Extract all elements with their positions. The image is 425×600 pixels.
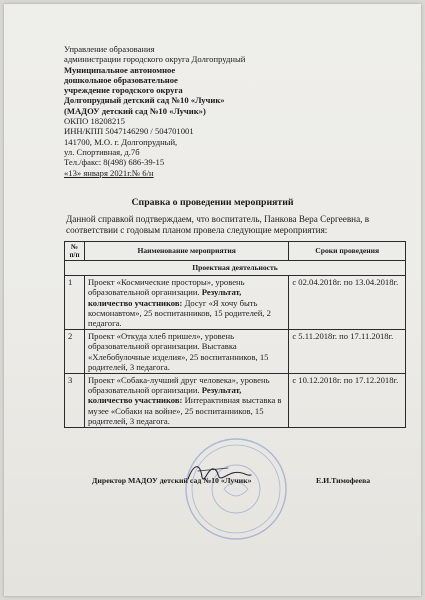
document-title: Справка о проведении мероприятий [131, 197, 294, 208]
table-section-row [65, 261, 406, 276]
intro-paragraph: Данной справкой подтверждаем, что воспитатель, Панкова Вера Сергеевна, в соответствии с годовым планом провела следующие мероприятия: [66, 214, 370, 236]
section-title: Проектная деятельность [65, 261, 406, 276]
table-row [65, 374, 406, 428]
header-dates: Сроки проведения [289, 242, 406, 261]
letterhead-line: ИНН/КПП 5047146290 / 504701001 [64, 126, 194, 137]
row-num: 1 [65, 276, 85, 330]
row-result: Досуг «Я хочу быть космонавтом», 25 воспитанников, 15 родителей, 2 педагога. [87, 297, 271, 329]
table-row [65, 330, 406, 374]
footer-signature-line [92, 476, 402, 485]
letterhead-line: Управление образования [64, 44, 155, 54]
row-description [84, 276, 288, 330]
document-date: «13» января 2021г.№ 6/н [64, 167, 154, 178]
row-title: Проект «Собака-лучший друг человека», уровень образовательной организации. [87, 375, 270, 396]
row-result: Выставка «Хлебобулочные изделия», 25 воспитанников, 15 родителей, 3 педагога. [87, 341, 269, 372]
letterhead-line: (МАДОУ детский сад №10 «Лучик») [64, 105, 206, 116]
header-name: Наименование мероприятия [84, 242, 288, 261]
letterhead-line: администрации городского округа Долгопрудный [64, 54, 246, 65]
letterhead [64, 44, 245, 178]
letterhead-line: ОКПО 18208215 [64, 116, 125, 127]
table-row [65, 276, 406, 330]
row-result: Интерактивная выставка в музее «Собаки на войне», 25 воспитанников, 15 родителей, 3 педагога. [87, 395, 282, 426]
table-header-row [65, 242, 406, 261]
row-result-label: Результат, количество участников: [87, 385, 242, 406]
row-num: 3 [65, 374, 85, 428]
row-num: 2 [65, 330, 85, 374]
letterhead-line: дошкольное образовательное [64, 74, 178, 85]
director-name: Е.И.Тимофеева [316, 476, 371, 485]
letterhead-line: Тел./факс: 8(498) 686-39-15 [64, 157, 165, 168]
row-result-label: Результат, количество участников: [87, 287, 242, 308]
letterhead-line: учреждение городского округа [64, 85, 183, 96]
letterhead-line: 141700, М.О. г. Долгопрудный, [64, 136, 178, 147]
letterhead-line: Муниципальное автономное [64, 64, 176, 75]
row-title: Проект «Откуда хлеб пришел», уровень образовательной организации. [87, 331, 235, 352]
official-seal-stamp [176, 434, 296, 544]
row-dates: с 10.12.2018г. по 17.12.2018г. [289, 374, 406, 428]
header-num: № п/п [65, 242, 85, 261]
row-dates: с 02.04.2018г. по 13.04.2018г. [289, 276, 406, 330]
director-position: Директор МАДОУ детский сад №10 «Лучик» [92, 476, 252, 485]
events-table [64, 241, 406, 428]
row-dates: с 5.11.2018г. по 17.11.2018г. [289, 330, 406, 374]
letterhead-line: Долгопрудный детский сад №10 «Лучик» [64, 95, 225, 106]
row-title: Проект «Космические просторы», уровень образовательной организации. [87, 277, 245, 298]
row-description [84, 330, 288, 374]
letterhead-line: ул. Спортивная, д.7б [64, 146, 140, 157]
row-description [84, 374, 288, 428]
document-sheet [4, 4, 421, 596]
